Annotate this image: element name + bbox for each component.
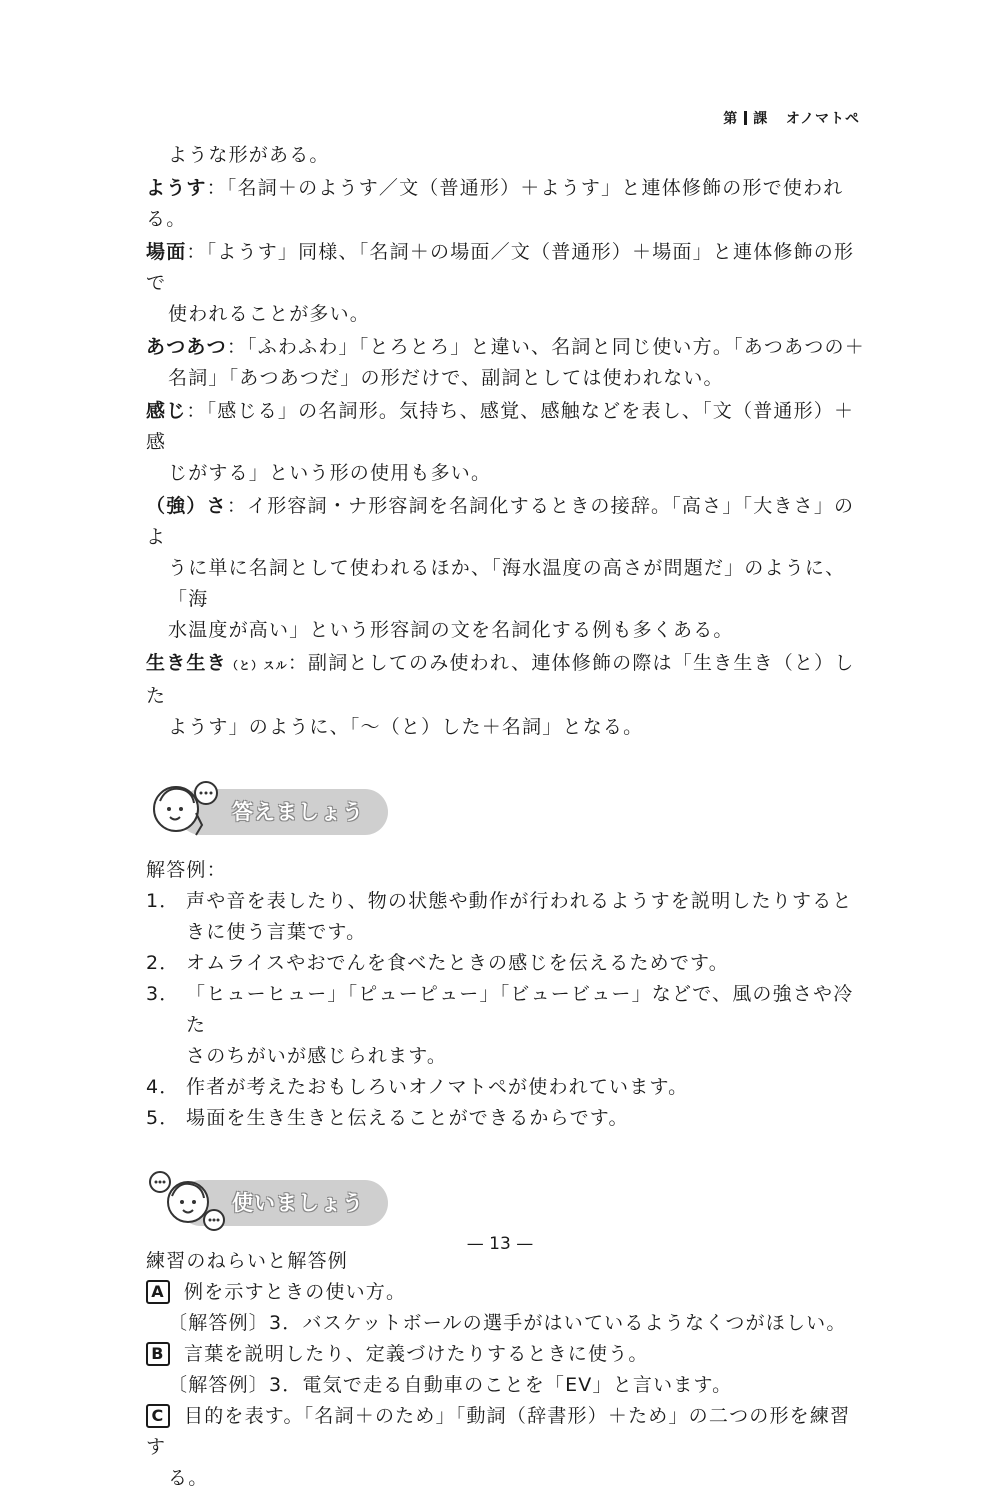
children-faces-icon — [146, 1170, 226, 1232]
definition-item — [146, 237, 866, 330]
lesson-unit: 課 — [753, 111, 769, 127]
definition-continuation: ようす」のように、「〜（と）した＋名詞」となる。 — [168, 716, 644, 738]
definition-text: ：副詞としてのみ使われ、連体修飾の際は「生き生き（と）した — [146, 652, 855, 707]
definition-term: あつあつ — [146, 336, 227, 358]
lesson-label: 第 — [723, 111, 739, 127]
definition-term: （強）さ — [146, 495, 227, 517]
definition-term-suffix: （と）スル — [226, 659, 288, 672]
practice-label-box: C — [146, 1404, 170, 1428]
definition-item — [146, 648, 866, 743]
practice-item — [146, 1277, 866, 1308]
list-item — [146, 1103, 866, 1134]
definition-continuation: うに単に名詞として使われるほか、「海水温度の高さが問題だ」のように、「海 — [168, 557, 846, 610]
practice-continuation: る。 — [168, 1467, 209, 1489]
section-heading-answer — [146, 779, 866, 841]
definition-term: ようす — [146, 177, 207, 199]
definition-item — [146, 332, 866, 394]
list-text: 声や音を表したり、物の状態や動作が行われるようすを説明したりすると — [186, 890, 853, 912]
definition-continuation: 使われることが多い。 — [168, 303, 371, 325]
practice-answer: 〔解答例〕3．電気で走る自動車のことを「EV」と言います。 — [168, 1374, 733, 1396]
main-content — [146, 140, 866, 1494]
practice-answer: 〔解答例〕3．バスケットボールの選手がはいているようなくつがほしい。 — [168, 1312, 847, 1334]
definition-term: 生き生き — [146, 652, 227, 674]
definition-term: 感じ — [146, 400, 187, 422]
list-item — [146, 886, 866, 948]
list-text: きに使う言葉です。 — [186, 921, 367, 943]
definition-continuation: じがする」という形の使用も多い。 — [168, 462, 492, 484]
practice-intro: 練習のねらいと解答例 — [146, 1250, 349, 1272]
list-item — [146, 948, 866, 979]
section-heading-title: 答えましょう — [232, 800, 364, 824]
practice-text: 目的を表す。「名詞＋のため」「動詞（辞書形）＋ため」の二つの形を練習す — [146, 1405, 851, 1458]
list-text: 「ヒューヒュー」「ピューピュー」「ビュービュー」などで、風の強さや冷た — [186, 983, 854, 1036]
list-number: 2． — [146, 952, 180, 974]
practice-label-box: B — [146, 1342, 170, 1366]
practice-label-box: A — [146, 1280, 170, 1304]
running-header — [723, 108, 860, 128]
section-heading-title: 使いましょう — [232, 1191, 364, 1215]
lesson-number-bar — [744, 111, 747, 125]
lesson-title: オノマトペ — [785, 111, 860, 127]
definition-item — [146, 173, 866, 235]
list-item — [146, 1072, 866, 1103]
definition-term: 場面 — [146, 241, 187, 263]
list-number: 1． — [146, 890, 180, 912]
list-text: 場面を生き生きと伝えることができるからです。 — [186, 1107, 629, 1129]
definition-text: ：イ形容詞・ナ形容詞を名詞化するときの接辞。「高さ」「大きさ」のよ — [146, 495, 855, 548]
definition-text: ：「ふわふわ」「とろとろ」と違い、名詞と同じ使い方。「あつあつの＋ — [226, 336, 865, 358]
definition-item — [146, 396, 866, 489]
definition-continuation: 名詞」「あつあつだ」の形だけで、副詞としては使われない。 — [168, 367, 724, 389]
practice-item — [146, 1401, 866, 1463]
definition-continuation: 水温度が高い」という形容詞の文を名詞化する例も多くある。 — [168, 619, 734, 641]
list-number: 5． — [146, 1107, 180, 1129]
list-text: さのちがいが感じられます。 — [186, 1045, 448, 1067]
practice-text: 言葉を説明したり、定義づけたりするときに使う。 — [184, 1343, 649, 1365]
definition-item — [146, 491, 866, 646]
definition-text: ：「感じる」の名詞形。気持ち、感覚、感触などを表し、「文（普通形）＋感 — [146, 400, 855, 453]
answer-intro: 解答例： — [146, 859, 227, 881]
practice-item — [146, 1339, 866, 1370]
list-text: オムライスやおでんを食べたときの感じを伝えるためです。 — [186, 952, 729, 974]
definition-text: ：「名詞＋のようす／文（普通形）＋ようす」と連体修飾の形で使われる。 — [146, 177, 844, 230]
definition-text: ：「ようす」同様、「名詞＋の場面／文（普通形）＋場面」と連体修飾の形で — [146, 241, 855, 294]
child-face-icon — [146, 779, 226, 841]
list-number: 4． — [146, 1076, 180, 1098]
practice-text: 例を示すときの使い方。 — [184, 1281, 407, 1303]
definition-text: ような形がある。 — [168, 144, 330, 166]
definition-item — [146, 140, 866, 171]
section-heading-use — [146, 1170, 866, 1232]
list-item — [146, 979, 866, 1072]
list-text: 作者が考えたおもしろいオノマトペが使われています。 — [186, 1076, 689, 1098]
page-number: — 13 — — [466, 1234, 534, 1254]
list-number: 3． — [146, 983, 180, 1005]
